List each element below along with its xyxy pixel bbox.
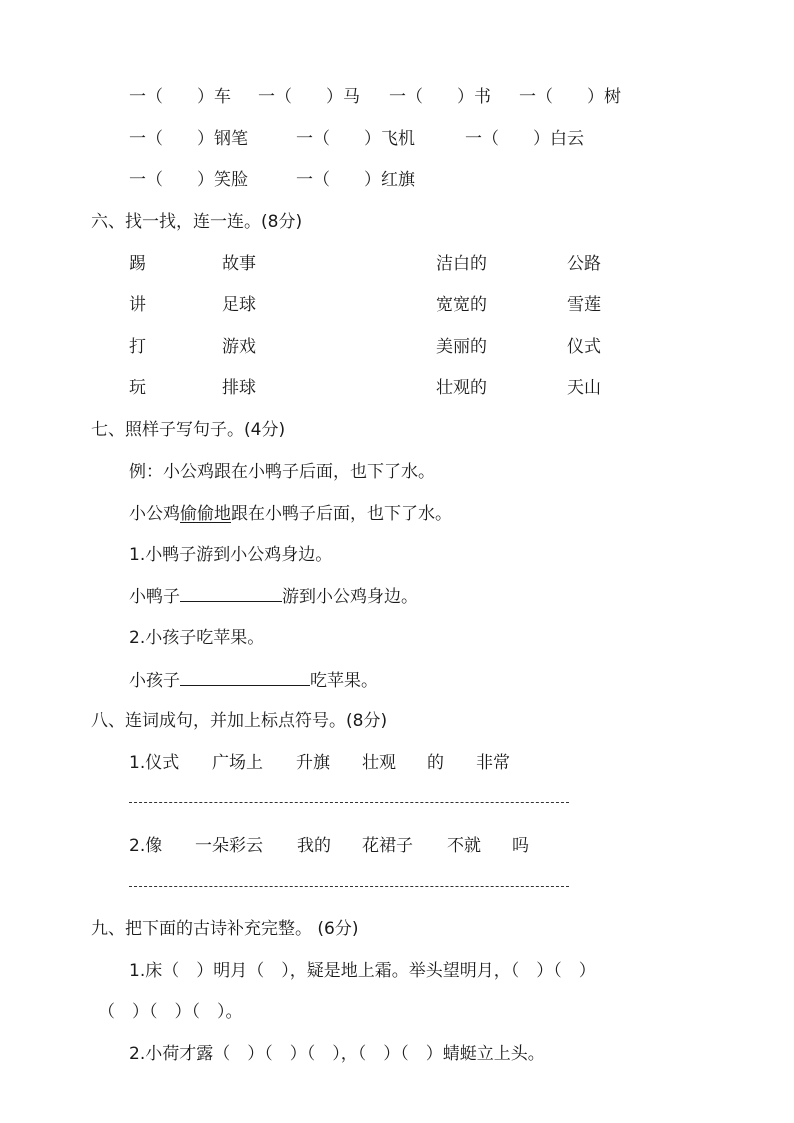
place-3: 仪式 — [567, 337, 601, 357]
example-sentence: 例：小公鸡跟在小鸭子后面，也下了水。 — [129, 462, 435, 482]
q7-2-pre: 小孩子 — [129, 671, 180, 691]
q8-1-word-2: 广场上 — [212, 753, 263, 773]
example-answer-post: 跟在小鸭子后面，也下了水。 — [231, 504, 452, 524]
measure-word-7: 一（ ）白云 — [465, 129, 584, 149]
q8-1-word-5: 的 — [427, 753, 444, 773]
noun-4: 排球 — [222, 378, 256, 398]
q7-1-pre: 小鸭子 — [129, 587, 180, 607]
verb-3: 打 — [129, 337, 146, 357]
section-9-title: 九、把下面的古诗补充完整。 (6分) — [91, 919, 359, 939]
noun-3: 游戏 — [222, 337, 256, 357]
q8-2-word-6: 吗 — [512, 836, 529, 856]
section-6-title: 六、找一找，连一连。(8分) — [91, 212, 303, 232]
measure-word-2: 一（ ）马 — [258, 87, 360, 107]
q7-2-sentence: 2.小孩子吃苹果。 — [129, 628, 265, 648]
measure-word-5: 一（ ）钢笔 — [129, 129, 248, 149]
q8-2-word-4: 花裙子 — [362, 836, 413, 856]
q9-1-line-1: 1.床（ ）明月（ ），疑是地上霜。举头望明月，（ ）（ ） — [129, 961, 596, 981]
q8-2-answer-line[interactable] — [129, 886, 569, 887]
measure-word-6: 一（ ）飞机 — [296, 129, 415, 149]
q8-1-word-1: 1.仪式 — [129, 753, 180, 773]
q7-1-sentence: 1.小鸭子游到小公鸡身边。 — [129, 545, 333, 565]
q7-1-post: 游到小公鸡身边。 — [282, 587, 418, 607]
q8-2-word-2: 一朵彩云 — [195, 836, 263, 856]
q7-1-answer — [129, 585, 418, 608]
adjective-3: 美丽的 — [436, 337, 487, 357]
q8-2-word-3: 我的 — [297, 836, 331, 856]
q9-1-line-2: （ ）（ ）（ ）。 — [98, 1002, 243, 1022]
example-answer-pre: 小公鸡 — [129, 504, 180, 524]
q7-2-answer — [129, 669, 378, 692]
noun-1: 故事 — [222, 254, 256, 274]
q8-2-word-5: 不就 — [447, 836, 481, 856]
q8-1-word-4: 壮观 — [362, 753, 396, 773]
place-2: 雪莲 — [567, 295, 601, 315]
section-7-title: 七、照样子写句子。(4分) — [91, 420, 286, 440]
adjective-2: 宽宽的 — [436, 295, 487, 315]
place-1: 公路 — [567, 254, 601, 274]
verb-1: 踢 — [129, 254, 146, 274]
measure-word-9: 一（ ）红旗 — [296, 170, 415, 190]
section-8-title: 八、连词成句，并加上标点符号。(8分) — [91, 711, 388, 731]
verb-2: 讲 — [129, 295, 146, 315]
adjective-1: 洁白的 — [436, 254, 487, 274]
q7-1-blank[interactable] — [180, 585, 282, 602]
q8-1-word-3: 升旗 — [296, 753, 330, 773]
noun-2: 足球 — [222, 295, 256, 315]
measure-word-3: 一（ ）书 — [389, 87, 491, 107]
measure-word-4: 一（ ）树 — [519, 87, 621, 107]
example-answer — [129, 503, 452, 525]
q8-1-word-6: 非常 — [476, 753, 510, 773]
q9-2: 2.小荷才露（ ）（ ）（ ），（ ）（ ）蜻蜓立上头。 — [129, 1044, 545, 1064]
q7-2-blank[interactable] — [180, 669, 310, 686]
q7-2-post: 吃苹果。 — [310, 671, 378, 691]
q8-2-word-1: 2.像 — [129, 836, 163, 856]
place-4: 天山 — [567, 378, 601, 398]
verb-4: 玩 — [129, 378, 146, 398]
q8-1-answer-line[interactable] — [129, 802, 569, 803]
example-answer-underlined: 偷偷地 — [180, 504, 231, 524]
adjective-4: 壮观的 — [436, 378, 487, 398]
measure-word-8: 一（ ）笑脸 — [129, 170, 248, 190]
measure-word-1: 一（ ）车 — [129, 87, 231, 107]
